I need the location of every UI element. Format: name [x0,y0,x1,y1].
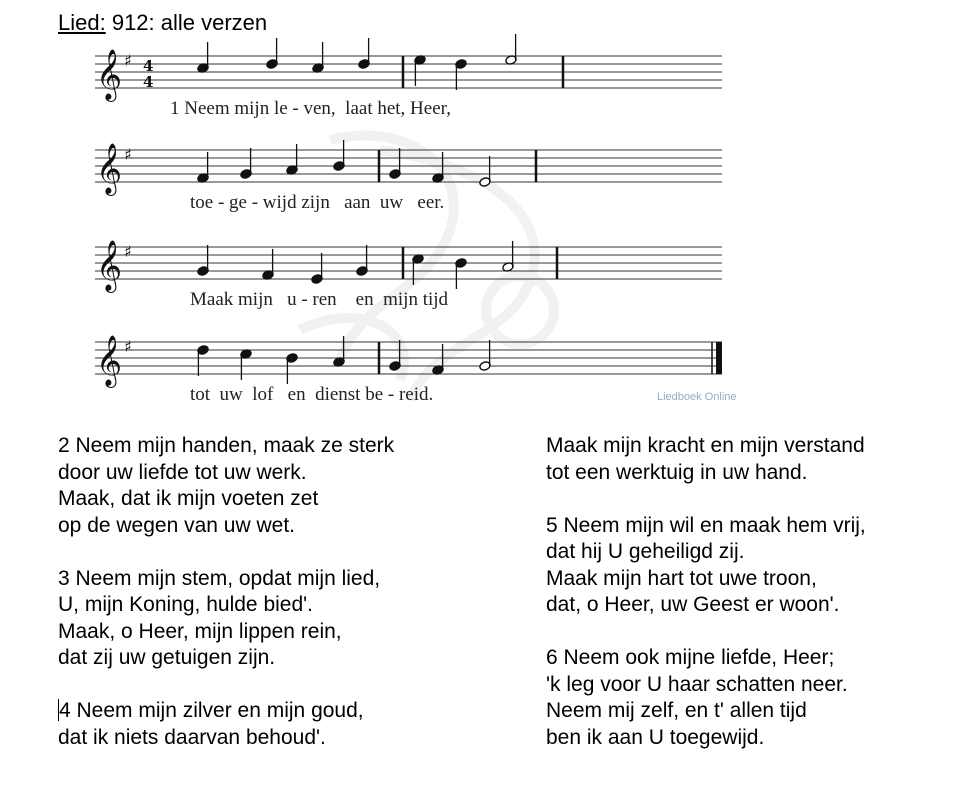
sharp-icon: ♯ [124,337,132,356]
verse-line: Maak mijn kracht en mijn verstand [546,434,865,457]
verse-line: op de wegen van uw wet. [58,513,295,537]
verse-line-text: 4 Neem mijn zilver en mijn goud, [59,699,364,722]
sharp-icon: ♯ [124,51,132,70]
verse-line: tot een werktuig in uw hand. [546,460,808,484]
treble-clef-icon: 𝄞 [96,143,123,194]
blank-line [546,486,866,513]
verse-line: door uw liefde tot uw werk. [58,460,307,484]
verse-line: 3 Neem mijn stem, opdat mijn lied, [58,566,381,590]
song-title-label: Lied: [58,10,106,35]
verse-line: dat ik niets daarvan behoud'. [58,725,326,749]
blank-line [58,539,394,566]
treble-clef-icon: 𝄞 [96,240,123,291]
lyric-line-2: toe - ge - wijd zijn aan uw eer. [190,192,445,213]
verse-line: Maak, dat ik mijn voeten zet [58,487,319,510]
verses-left-column [58,433,394,751]
sharp-icon: ♯ [124,145,132,164]
verse-line: dat hij U geheiligd zij. [546,540,745,563]
verse-line: dat, o Heer, uw Geest er woon'. [546,593,840,616]
lyric-line-1: 1 Neem mijn le - ven, laat het, Heer, [170,98,451,119]
verse-line: Maak, o Heer, mijn lippen rein, [58,619,342,643]
verse-line: 6 Neem ook mijne liefde, Heer; [546,646,835,669]
time-signature-top: 4 [143,57,154,75]
verse-line: Neem mij zelf, en t' allen tijd [546,699,807,722]
verse-line: 'k leg voor U haar schatten neer. [546,672,848,696]
treble-clef-icon: 𝄞 [96,335,123,386]
verse-line: dat zij uw getuigen zijn. [58,646,276,669]
verse-line-with-cursor[interactable] [58,698,394,725]
verse-line: ben ik aan U toegewijd. [546,725,765,749]
verse-line: 5 Neem mijn wil en maak hem vrij, [546,513,866,537]
lyric-line-3: Maak mijn u - ren en mijn tijd [190,289,449,310]
lyric-line-4: tot uw lof en dienst be - reid. [190,384,434,405]
song-title-text: 912: alle verzen [105,10,268,35]
verse-line: Maak mijn hart tot uwe troon, [546,566,817,590]
final-bar-thick [716,342,722,374]
time-signature-bottom: 4 [143,73,154,91]
sharp-icon: ♯ [124,242,132,261]
verse-line: U, mijn Koning, hulde bied'. [58,593,313,616]
verse-line: 2 Neem mijn handen, maak ze sterk [58,434,395,457]
blank-line [58,672,394,699]
verses-right-column [546,433,866,751]
blank-line [546,619,866,646]
treble-clef-icon: 𝄞 [96,49,123,100]
watermark-text: Liedboek Online [657,391,737,403]
